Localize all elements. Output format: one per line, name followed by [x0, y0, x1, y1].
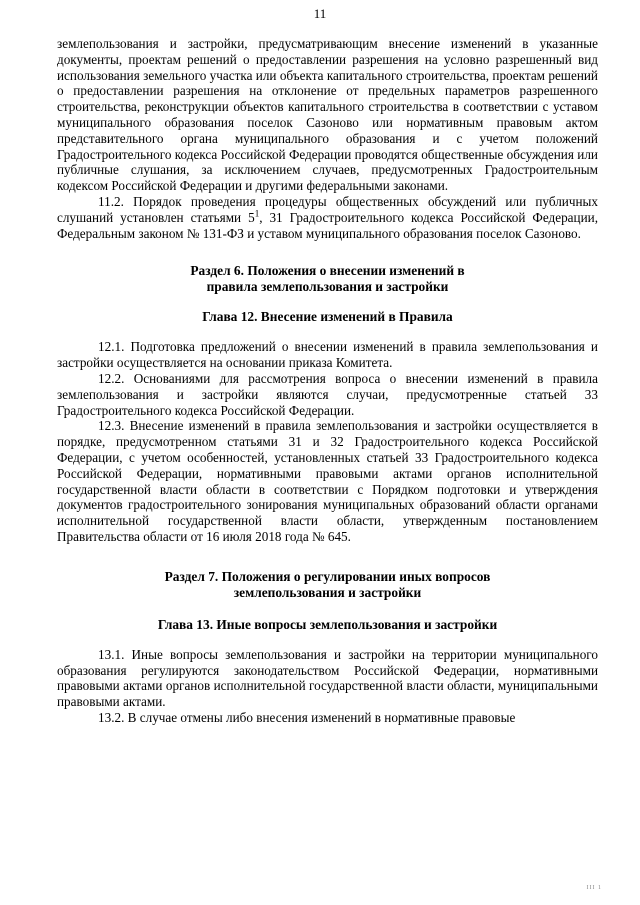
- section-6-heading-line1: Раздел 6. Положения о внесении изменений в: [190, 263, 465, 279]
- paragraph-11-2-text-end: , 31 Градостроительного кодекса Российской Федерации, Федеральным законом № 131-ФЗ и уставом муниципального образования поселок Сазоново.: [57, 209, 598, 241]
- paragraph-11-2-text-start: 11.2. Порядок проведения процедуры общественных обсуждений или публичных слушаний установлен статьями 5: [57, 193, 598, 225]
- footer-mark: III 1: [586, 885, 602, 892]
- paragraph-12-3: 12.3. Внесение изменений в правила землепользования и застройки осуществляется в порядке, предусмотренном статьями 31 и 32 Градостроительного кодекса Российской Федерации, с учетом особенностей, установленных статьей 33 Градостроительного кодекса Российской Федерации, нормативными правовыми актами органов исполнительной государственной власти области в соответствии с Порядком подготовки и утверждения документов градостроительного зонирования муниципальных образований области органами исполнительной государственной власти области, утвержденным постановлением Правительства области от 16 июля 2018 года № 645.: [57, 418, 598, 544]
- chapter-13-heading: Глава 13. Иные вопросы землепользования и застройки: [157, 616, 498, 632]
- section-6-heading-line2: правила землепользования и застройки: [206, 279, 449, 295]
- section-6-heading: [57, 263, 598, 295]
- chapter-12-heading: Глава 12. Внесение изменений в Правила: [202, 309, 453, 325]
- paragraph-12-2: 12.2. Основаниями для рассмотрения вопроса о внесении изменений в правила землепользования и застройки являются случаи, предусмотренные статьей 33 Градостроительного кодекса Российской Федерации.: [57, 370, 598, 418]
- paragraph-13-1: 13.1. Иные вопросы землепользования и застройки на территории муниципального образования регулируются законодательством Российской Федерации, нормативными правовыми актами органов исполнительной государственной власти области, муниципальными правовыми актами.: [57, 646, 598, 710]
- paragraph-12-1: 12.1. Подготовка предложений о внесении изменений в правила землепользования и застройки осуществляется на основании приказа Комитета.: [57, 339, 598, 371]
- paragraph-11-2: [57, 194, 598, 241]
- section-7-heading-line1: Раздел 7. Положения о регулировании иных вопросов: [164, 568, 491, 584]
- section-7-heading-line2: землепользования и застройки: [233, 584, 422, 600]
- section-7-heading: [57, 569, 598, 601]
- superscript-article-5-1: 1: [254, 208, 260, 219]
- paragraph-13-2: 13.2. В случае отмены либо внесения изменений в нормативные правовые: [98, 709, 516, 725]
- paragraph-continuation: землепользования и застройки, предусматривающим внесение изменений в указанные документы, проектам решений о предоставлении разрешения на условно разрешенный вид использования земельного участка или объекта капитального строительства, проектам решений о предоставлении разрешения на отклонение от предельных параметров разрешенного строительства, реконструкции объектов капитального строительства в соответствии с уставом муниципального образования поселок Сазоново или нормативным правовым актом представительного органа муниципального образования и с учетом положений Градостроительного кодекса Российской Федерации проводятся общественные обсуждения или публичные слушания, за исключением случаев, предусмотренных Градостроительным кодексом Российской Федерации и другими федеральными законами.: [57, 36, 598, 194]
- document-body: [57, 36, 598, 726]
- page-number: 11: [313, 6, 327, 21]
